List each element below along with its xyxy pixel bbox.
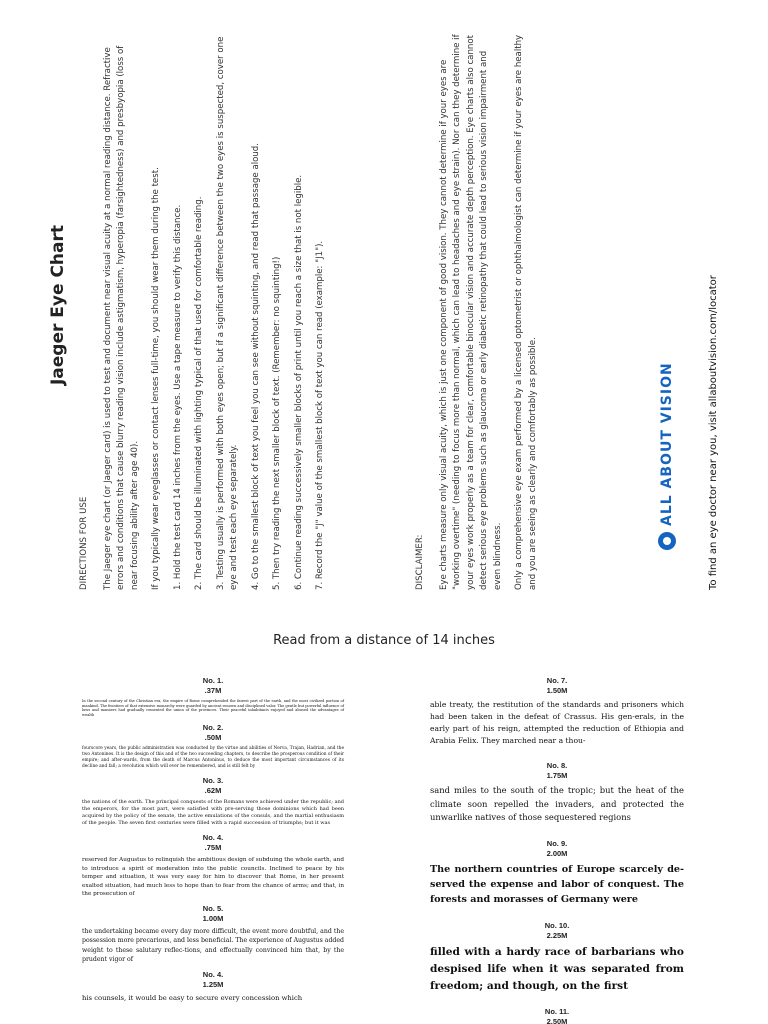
sample-no-5 xyxy=(82,904,344,965)
sample-text: his counsels, it would be easy to secure every concession which xyxy=(82,993,303,1002)
sample-text: reserved for Augustus to relinquish the ambitious design of subduing the whole earth, and to introduce a spirit of moderation into the public councils. Inclined to peace by his temper and situation, it was very easy for him to discover that Rome, in her present exalted situation, had much less to hope than to fear from the chance of arms; and that, in the prosecution of xyxy=(82,857,344,897)
disclaimer-text-1: Eye charts measure only visual acuity, which is just one component of good vision. They cannot determine if your eyes are "working overtime" (needing to focus more than normal, which can lead to headaches and eye strain). Nor can they determine if your eyes work properly as a team for clear, comfortable binocular vision and accurate depth perception. Eye charts also cannot detect serious eye problems such as glaucoma or early diabetic retinopathy that could lead to serious vision impairment and even blindness. xyxy=(438,34,503,590)
step-5: 5. Then try reading the next smaller block of text. (Remember: no squinting!) xyxy=(272,256,282,590)
sample-no-6 xyxy=(82,970,344,1004)
directions-column xyxy=(78,30,336,590)
sample-no-8 xyxy=(430,761,684,825)
sample-text: the undertaking became every day more difficult, the event more doubtful, and the possession more precarious, and less beneficial. The experience of Augustus added weight to these salutary reflec-tions, and effectually convinced him that, by the prudent vigor of xyxy=(82,927,344,963)
sample-text: able treaty, the restitution of the standards and prisoners which had been taken in the defeat of Crassus. His gen-erals, in the early part of his reign, attempted the reduction of Ethiopia and Arabia Felix. They marched near a thou- xyxy=(430,700,684,745)
sample-no-10 xyxy=(430,921,684,995)
step-2: 2. The card should be illuminated with lighting typical of that used for comfortable reading. xyxy=(194,196,204,590)
sample-size: 2.25M xyxy=(546,930,568,940)
directions-heading: DIRECTIONS FOR USE xyxy=(79,496,89,590)
sample-blocks xyxy=(0,676,768,1024)
sample-size: .62M xyxy=(204,786,222,795)
sample-no-9 xyxy=(430,839,684,907)
sample-size: .50M xyxy=(204,733,222,742)
sample-label: No. 10. xyxy=(544,920,570,930)
brand-name: ALL ABOUT VISION xyxy=(659,362,675,526)
sample-text: fourscore years, the public administration was conducted by the virtue and abilities of Nerva, Trajan, Hadrian, and the two Antonines. It is the design of this and of the two succeeding chapters, to describe the prosperous condition of their empire; and after-wards, from the death of Marcus Antoninus, to deduce the most important circumstances of its decline and fall; a revolution which will ever be remembered, and is still felt by xyxy=(82,746,344,769)
sample-no-4 xyxy=(82,833,344,899)
step-1: 1. Hold the test card 14 inches from the eyes. Use a tape measure to verify this distance. xyxy=(172,204,183,590)
sample-text: the nations of the earth. The principal conquests of the Romans were achieved under the republic; and the emperors, for the most part, were satisfied with pre-serving those dominions which had been acquired by the policy of the senate, the active emulations of the consuls, and the martial enthusiasm of the people. The seven first centuries were filled with a rapid succession of triumphs; but it was xyxy=(82,799,344,826)
sample-size: 1.75M xyxy=(546,771,568,780)
sample-size: .75M xyxy=(204,843,222,852)
sample-label: No. 8. xyxy=(546,761,568,770)
eye-logo-icon xyxy=(658,532,676,550)
sample-label: No. 4. xyxy=(202,833,224,842)
sample-label: No. 3. xyxy=(202,776,224,785)
sample-label: No. 5. xyxy=(202,903,224,913)
step-7: 7. Record the "J" value of the smallest block of text you can read (example: "J1"). xyxy=(315,240,325,590)
sample-size: 2.00M xyxy=(546,848,568,858)
sample-label: No. 9. xyxy=(546,838,568,848)
sample-no-11 xyxy=(430,1007,684,1024)
sample-text: filled with a hardy race of barbarians who despised life when it was separated from freedom; and though, on the first xyxy=(430,945,684,992)
brand-logo xyxy=(658,110,676,550)
samples-left-column xyxy=(82,676,344,1004)
disclaimer-text-2: Only a comprehensive eye exam performed by a licensed optometrist or ophthalmologist can determine if your eyes are healthy and you are seeing as clearly and comfortably as possible. xyxy=(514,34,538,590)
sample-label: No. 11. xyxy=(544,1006,570,1016)
step-6: 6. Continue reading successively smaller blocks of print until you reach a size that is not legible. xyxy=(293,174,304,590)
sample-label: No. 4. xyxy=(202,969,224,979)
sample-label: No. 2. xyxy=(202,723,224,732)
glasses-note: If you typically wear eyeglasses or contact lenses full-time, you should wear them during the test. xyxy=(151,167,161,590)
sample-label: No. 7. xyxy=(546,676,568,685)
sample-size: .37M xyxy=(204,686,222,695)
sample-size: 1.50M xyxy=(546,686,568,695)
chart-title: Jaeger Eye Chart xyxy=(48,224,68,386)
sample-size: 1.25M xyxy=(202,979,224,989)
rotated-card xyxy=(48,20,768,590)
sample-size: 2.50M xyxy=(546,1016,568,1024)
sample-no-1 xyxy=(82,676,344,717)
sample-no-3 xyxy=(82,776,344,827)
sample-label: No. 1. xyxy=(202,676,224,685)
intro-text: The Jaeger eye chart (or Jaeger card) is used to test and document near visual acuity at a normal reading distance. Refractive errors and conditions that cause blurry reading vision include astigmatism, hyperopia (farsightedness) and presbyopia (loss of near focusing ability after age 40). xyxy=(102,45,140,590)
sample-text: The northern countries of Europe scarcely de-served the expense and labor of conquest. The forests and morasses of Germany were xyxy=(430,863,684,905)
disclaimer-heading: DISCLAIMER: xyxy=(415,534,425,590)
read-distance-note: Read from a distance of 14 inches xyxy=(273,633,495,648)
locator-text: To find an eye doctor near you, visit allaboutvision.com/locator xyxy=(708,275,719,590)
sample-text: In the second century of the Christian era, the empire of Rome comprehended the fairest part of the earth, and the most civilized portion of mankind. The frontiers of that extensive monarchy were guarded by ancient renown and disciplined valor. The gentle but powerful influence of laws and manners had gradually cemented the union of the provinces. Their peaceful inhabitants enjoyed and abused the advantages of wealth xyxy=(82,699,344,717)
sample-text: sand miles to the south of the tropic; but the heat of the climate soon repelled the invaders, and protected the unwarlike natives of those sequestered regions xyxy=(430,785,684,822)
step-3: 3. Testing usually is performed with both eyes open; but if a significant difference between the two eyes is suspected, cover one eye and test each eye separately. xyxy=(215,36,239,590)
sample-no-2 xyxy=(82,723,344,770)
samples-right-column xyxy=(430,676,684,1024)
disclaimer-column xyxy=(414,30,548,590)
step-4: 4. Go to the smallest block of text you feel you can see without squinting, and read that passage aloud. xyxy=(250,143,261,590)
sample-no-7 xyxy=(430,676,684,747)
sample-size: 1.00M xyxy=(202,913,224,923)
